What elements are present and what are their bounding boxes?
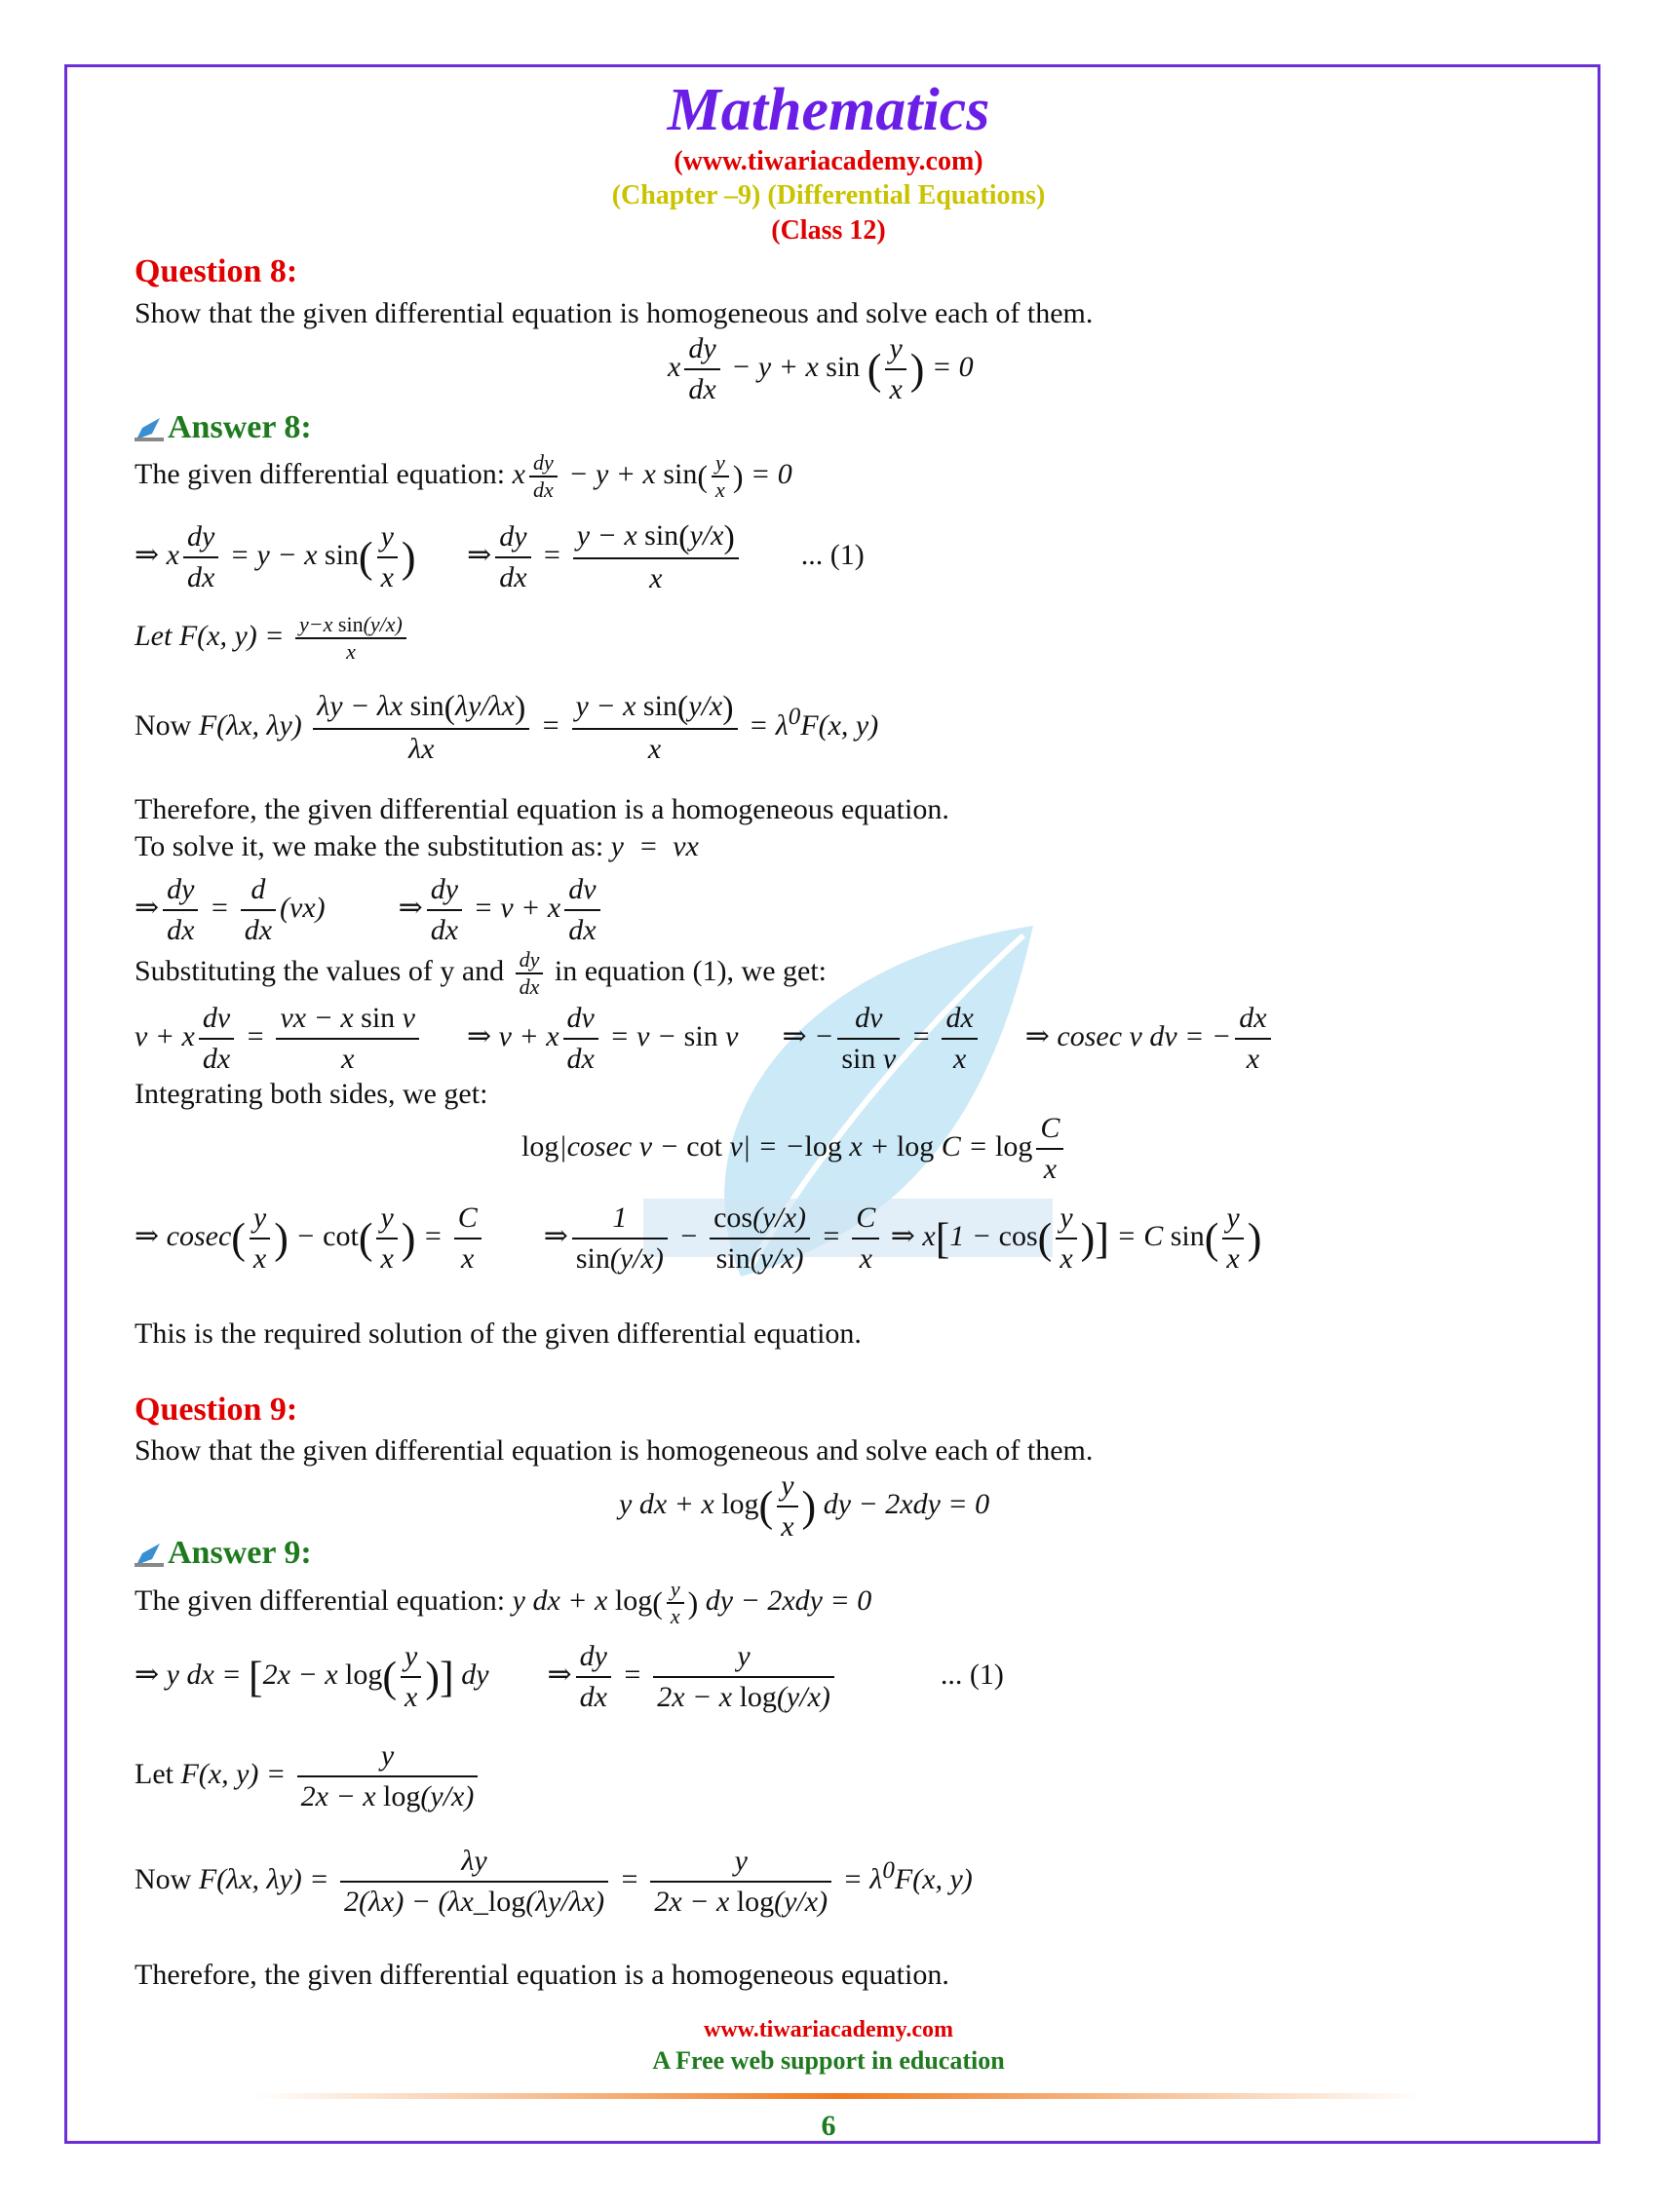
- q8-final-steps: ⇒ cosec( $\frac{y}{x}$ ) − cot( $\frac{y}{x}$ ) = $\frac{C}{x}$ ⇒ $\frac{1}{\sin(y/x)}$ − $\frac{\cos(y/x)}{\sin(y/x)}$ = $\frac{C}{x}$ ⇒ x[1 − cos( $\frac{y}{x}$ )] = C sin( $\frac{y}{x}$ ): [135, 1199, 1261, 1278]
- q8-given-line: The given differential equation: x $\frac{dy}{dx}$ − y + x sin( $\frac{y}{x}$ ) = 0: [135, 450, 792, 502]
- q8-substituting-line: Substituting the values of y and $\frac{dy}{dx}$ in equation (1), we get:: [135, 947, 827, 999]
- question-8-statement: Show that the given differential equation is homogeneous and solve each of them.: [135, 297, 1094, 329]
- question-9-heading: Question 9:: [135, 1392, 298, 1428]
- q8-substitution-line: To solve it, we make the substitution as: y = vx: [135, 830, 699, 862]
- answer-8-label: Answer 8:: [168, 409, 312, 445]
- q9-let-F: Let F(x, y) = $\frac{y}{\text{2x − x log(y/x)}}$: [135, 1736, 482, 1816]
- q9-equation: y dx + x log( $\frac{y}{x}$ ) dy − 2xdy = 0: [619, 1467, 989, 1546]
- q9-now-F: Now F(λx, λy) = $\frac{\lambda y}{2(\lambda x) - (\lambda x\_\log(\lambda y/\lambda x)}$ = $\frac{y}{\text{2x − x log(y/x)}}$ = $\lambda^0F(x$, y): [135, 1842, 973, 1922]
- page-title: Mathematics: [667, 77, 990, 143]
- chapter-label: (Chapter –9) (Differential Equations): [611, 180, 1046, 210]
- q8-step-1: ⇒ x $\frac{dy}{dx}$ = y − x sin( $\frac{y}{x}$ ) ⇒ $\frac{dy}{dx}$ = $\frac{\text{y − x sin(y/x)}}{x}$ ... (1): [135, 516, 865, 598]
- q9-homogeneous-text: Therefore, the given differential equation is a homogeneous equation.: [135, 1959, 949, 1991]
- answer-8-heading: [135, 409, 312, 446]
- footer-site[interactable]: www.tiwariacademy.com: [704, 2017, 953, 2042]
- footer-divider: [253, 2093, 1423, 2099]
- q8-let-F: Let F(x, y) = $\frac{\text{y−x sin(y/x)}}{x}$: [135, 612, 410, 665]
- class-label: (Class 12): [771, 215, 886, 246]
- question-9-statement: Show that the given differential equation is homogeneous and solve each of them.: [135, 1434, 1094, 1467]
- q8-derivative-step: ⇒ $\frac{dy}{dx}$ = $\frac{d}{dx}$ (vx) ⇒ $\frac{dy}{dx}$ = v + x $\frac{dv}{dx}$: [135, 870, 604, 950]
- q8-separation-step: v + x $\frac{dv}{dx}$ = $\frac{\text{vx − x sin v}}{x}$ ⇒ v + x $\frac{dv}{dx}$ = v − sin v ⇒ − $\frac{dv}{\text{sin v}}$ = $\frac{dx}{x}$ ⇒ cosec v dv = − $\frac{dx}{x}$: [135, 999, 1275, 1079]
- pen-icon: [135, 416, 164, 441]
- answer-9-heading: [135, 1535, 312, 1572]
- header-site: (www.tiwariacademy.com): [674, 146, 983, 176]
- pen-icon: [135, 1542, 164, 1567]
- q8-equation: x $\frac{dy}{dx}$ − y + x sin ( $\frac{y}{x}$ ) = 0: [668, 329, 974, 409]
- footer-tagline: A Free web support in education: [652, 2046, 1005, 2075]
- q8-homogeneous-text: Therefore, the given differential equation is a homogeneous equation.: [135, 793, 949, 825]
- page-number: 6: [821, 2110, 836, 2142]
- answer-9-label: Answer 9:: [168, 1535, 312, 1571]
- question-8-heading: Question 8:: [135, 253, 298, 289]
- q9-step-1: ⇒ y dx = [2x − x log( $\frac{y}{x}$ )] dy ⇒ $\frac{dy}{dx}$ = $\frac{y}{\text{2x − x log(y/x)}}$ ... (1): [135, 1637, 1004, 1717]
- q8-now-F: Now F(λx, λy) $\frac{\text{λy − λx sin(λy/λx)}}{\lambda x}$ = $\frac{\text{y − x sin(y/x)}}{x}$ = $\lambda^0F(x$, y): [135, 687, 878, 769]
- q9-given-line: The given differential equation: y dx + x log( $\frac{y}{x}$ ) dy − 2xdy = 0: [135, 1577, 872, 1628]
- q8-conclusion: This is the required solution of the given differential equation.: [135, 1317, 862, 1350]
- q8-integrated-eq: log|cosec v − cot v| = −log x + log C = log $\frac{C}{x}$: [521, 1109, 1067, 1189]
- q8-integrating-text: Integrating both sides, we get:: [135, 1078, 488, 1110]
